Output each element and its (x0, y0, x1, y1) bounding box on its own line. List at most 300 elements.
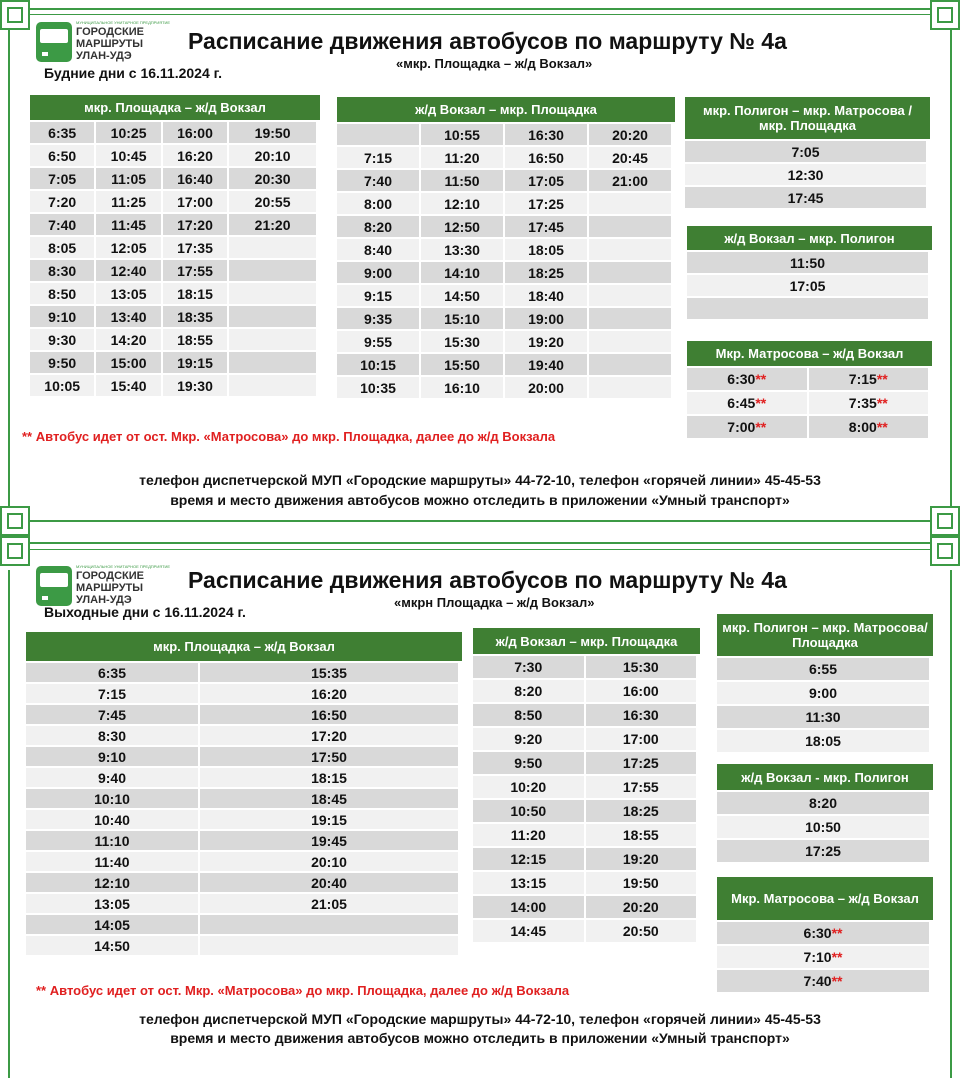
departure-time-cell (96, 329, 160, 350)
departure-time-cell (30, 352, 94, 373)
departure-time: 13:30 (444, 241, 480, 258)
weekend-schedule-panel (0, 540, 960, 1078)
timetable-header: мкр. Площадка – ж/д Вокзал (26, 632, 462, 661)
frame-line-left (8, 30, 10, 508)
departure-time: 19:45 (311, 832, 347, 849)
departure-time: 10:15 (360, 356, 396, 373)
timetable-ploshchadka-vokzal (30, 95, 320, 398)
table-row (30, 168, 316, 189)
departure-time: 17:55 (177, 262, 213, 279)
departure-time: 18:35 (177, 308, 213, 325)
departure-time-cell (505, 170, 587, 191)
table-row (26, 705, 458, 724)
departure-time-cell (717, 816, 929, 838)
departure-time: 14:45 (510, 923, 547, 939)
timetable-header: Мкр. Матросова – ж/д Вокзал (687, 341, 932, 366)
departure-time-cell (717, 730, 929, 752)
table-row (685, 164, 926, 185)
departure-time: 12:10 (444, 195, 480, 212)
timetable-grid (683, 139, 928, 210)
departure-time-cell (96, 168, 160, 189)
table-row (717, 706, 929, 728)
table-row (687, 275, 928, 296)
departure-time: 17:25 (805, 843, 841, 859)
footnote-mark: ** (876, 419, 888, 435)
departure-time: 11:40 (94, 853, 130, 870)
departure-time-cell (505, 285, 587, 306)
departure-time: 20:10 (311, 853, 347, 870)
departure-time: 7:15 (97, 685, 127, 702)
departure-time-cell (421, 216, 503, 237)
table-row (337, 170, 671, 191)
departure-time-cell (586, 680, 697, 702)
departure-time: 12:50 (444, 218, 480, 235)
timetable-header: мкр. Площадка – ж/д Вокзал (30, 95, 320, 120)
departure-time: 17:05 (789, 277, 826, 294)
timetable-grid (471, 654, 698, 944)
departure-time-cell (163, 260, 227, 281)
departure-time: 7:40 (48, 216, 77, 233)
table-row (30, 122, 316, 143)
timetable-vokzal-ploshchadka (337, 97, 675, 400)
departure-time-cell (586, 824, 697, 846)
dispatcher-phone-line: телефон диспетчерской МУП «Городские маршруты» 44-72-10, телефон «горячей линии» 45-45-53 (139, 472, 821, 488)
departure-time-cell (589, 216, 671, 237)
valid-from-label: Выходные дни с 16.11.2024 г. (44, 604, 246, 620)
departure-time-cell (586, 704, 697, 726)
departure-time-cell (589, 262, 671, 283)
table-row (717, 970, 929, 992)
table-row (30, 375, 316, 396)
departure-time-cell (473, 800, 584, 822)
departure-time-cell (685, 141, 926, 162)
departure-time-cell (163, 237, 227, 258)
departure-time-cell (337, 377, 419, 398)
timetable-poligon-matrosova (717, 614, 933, 754)
departure-time-cell (163, 122, 227, 143)
table-row (685, 187, 926, 208)
table-row (717, 840, 929, 862)
departure-time-cell (163, 191, 227, 212)
departure-time: 7:40 (363, 172, 393, 189)
departure-time-cell (505, 354, 587, 375)
departure-time-cell (26, 747, 198, 766)
departure-time-cell (589, 354, 671, 375)
departure-time-cell (421, 377, 503, 398)
departure-time: 17:25 (528, 195, 564, 212)
table-row (337, 262, 671, 283)
frame-corner (0, 506, 30, 536)
departure-time-cell (337, 170, 419, 191)
city-routes-logo (36, 564, 171, 608)
departure-time: 16:30 (622, 707, 659, 723)
departure-time-cell (163, 329, 227, 350)
departure-time-cell (421, 262, 503, 283)
departure-time-cell (473, 824, 584, 846)
departure-time-cell (421, 239, 503, 260)
departure-time: 9:15 (363, 287, 393, 304)
timetable-poligon-matrosova (685, 97, 930, 210)
table-row (30, 145, 316, 166)
departure-time-cell (26, 873, 198, 892)
table-row (337, 239, 671, 260)
table-row (687, 416, 928, 438)
departure-time: 17:00 (177, 193, 213, 210)
departure-time: 17:35 (177, 239, 213, 256)
departure-time-cell (421, 147, 503, 168)
table-row (687, 368, 928, 390)
table-row (473, 728, 696, 750)
departure-time-cell (26, 663, 198, 682)
departure-time-cell (26, 936, 198, 955)
table-row (26, 831, 458, 850)
page-title: Расписание движения автобусов по маршруту № 4а (188, 567, 787, 593)
departure-time-cell (229, 329, 316, 350)
departure-time: 20:30 (254, 170, 291, 187)
departure-time-cell (717, 682, 929, 704)
departure-time: 6:45 (727, 395, 756, 411)
departure-time: 6:55 (808, 661, 838, 677)
departure-time-cell (200, 663, 458, 682)
departure-time: 18:45 (311, 790, 347, 807)
table-row (337, 216, 671, 237)
departure-time-cell (687, 298, 928, 319)
departure-time: 8:20 (808, 795, 838, 811)
departure-time: 19:50 (254, 124, 291, 141)
departure-time-cell (589, 124, 671, 145)
departure-time: 21:05 (311, 895, 347, 912)
footnote-mark: ** (755, 371, 767, 387)
departure-time: 13:05 (110, 285, 147, 302)
departure-time-cell (586, 872, 697, 894)
departure-time-cell (26, 915, 198, 934)
footnote-mark: ** (831, 925, 843, 941)
departure-time: 9:50 (48, 354, 77, 371)
departure-time: 11:20 (444, 149, 480, 166)
departure-time-cell (687, 368, 807, 390)
departure-time-cell (421, 308, 503, 329)
departure-time: 17:00 (622, 731, 659, 747)
departure-time: 10:20 (510, 779, 547, 795)
logo-text-line: УЛАН-УДЭ (76, 50, 132, 62)
departure-time: 13:05 (94, 895, 130, 912)
departure-time-cell (685, 187, 926, 208)
departure-time: 9:10 (48, 308, 77, 325)
departure-time-cell (200, 831, 458, 850)
departure-time-cell (200, 726, 458, 745)
departure-time: 6:35 (48, 124, 77, 141)
departure-time: 14:20 (110, 331, 147, 348)
departure-time-cell (30, 329, 94, 350)
table-row (473, 824, 696, 846)
departure-time-cell (26, 705, 198, 724)
departure-time: 18:15 (311, 769, 347, 786)
departure-time: 15:10 (444, 310, 480, 327)
table-row (685, 141, 926, 162)
footnote (22, 429, 555, 444)
departure-time-cell (30, 283, 94, 304)
departure-time-cell (30, 214, 94, 235)
departure-time-cell (473, 704, 584, 726)
departure-time-cell (163, 283, 227, 304)
departure-time: 6:30 (803, 925, 832, 941)
departure-time: 9:50 (514, 755, 543, 771)
departure-time: 16:30 (528, 126, 564, 143)
departure-time: 10:45 (110, 147, 147, 164)
departure-time-cell (163, 375, 227, 396)
departure-time: 14:05 (94, 916, 130, 933)
logo-caption: МУНИЦИПАЛЬНОЕ УНИТАРНОЕ ПРЕДПРИЯТИЕ (76, 564, 171, 569)
departure-time: 16:00 (622, 683, 659, 699)
departure-time: 8:00 (363, 195, 393, 212)
departure-time-cell (200, 873, 458, 892)
departure-time-cell (687, 392, 807, 414)
departure-time-cell (421, 170, 503, 191)
departure-time-cell (717, 946, 929, 968)
timetable-grid (685, 366, 930, 440)
table-row (26, 894, 458, 913)
footnote-mark: ** (755, 395, 767, 411)
frame-line-right (950, 30, 952, 508)
departure-time: 7:35 (848, 395, 877, 411)
departure-time: 20:20 (622, 899, 659, 915)
frame-line-right (950, 570, 952, 1078)
departure-time: 11:50 (789, 254, 826, 271)
departure-time-cell (473, 656, 584, 678)
tracking-app-line: время и место движения автобусов можно отследить в приложении «Умный транспорт» (170, 1030, 790, 1046)
table-row (473, 752, 696, 774)
departure-time: 9:40 (97, 769, 127, 786)
departure-time: 7:05 (791, 143, 820, 160)
departure-time: 7:15 (848, 371, 877, 387)
table-row (473, 776, 696, 798)
departure-time: 19:30 (177, 377, 213, 394)
departure-time-cell (96, 145, 160, 166)
departure-time-cell (586, 728, 697, 750)
footnote (36, 983, 569, 998)
departure-time-cell (337, 354, 419, 375)
departure-time: 17:20 (311, 727, 347, 744)
timetable-vokzal-poligon (687, 226, 932, 321)
departure-time-cell (687, 416, 807, 438)
departure-time-cell (586, 896, 697, 918)
table-row (337, 147, 671, 168)
departure-time: 12:10 (94, 874, 130, 891)
frame-line-top (30, 8, 930, 10)
departure-time-cell (685, 164, 926, 185)
table-row (26, 852, 458, 871)
departure-time-cell (30, 375, 94, 396)
departure-time: 8:40 (363, 241, 393, 258)
tracking-app-line: время и место движения автобусов можно отследить в приложении «Умный транспорт» (170, 492, 790, 508)
departure-time-cell (473, 728, 584, 750)
table-row (26, 768, 458, 787)
table-row (473, 800, 696, 822)
departure-time-cell (200, 810, 458, 829)
departure-time-cell (163, 145, 227, 166)
timetable-vokzal-poligon (717, 764, 933, 864)
timetable-header: мкр. Полигон – мкр. Матросова / мкр. Площадка (685, 97, 930, 139)
timetable-grid (28, 120, 318, 398)
departure-time: 10:40 (94, 811, 130, 828)
departure-time: 7:40 (803, 973, 832, 989)
timetable-grid (335, 122, 673, 400)
logo-text-line: МАРШРУТЫ (76, 582, 144, 594)
departure-time-cell (30, 191, 94, 212)
departure-time: 6:30 (727, 371, 756, 387)
departure-time: 7:00 (727, 419, 756, 435)
departure-time-cell (589, 331, 671, 352)
departure-time: 15:00 (110, 354, 147, 371)
timetable-matrosova-vokzal (717, 877, 933, 994)
timetable-grid (715, 790, 931, 864)
table-row (30, 283, 316, 304)
table-row (30, 214, 316, 235)
departure-time: 7:30 (514, 659, 543, 675)
valid-from-label: Будние дни с 16.11.2024 г. (44, 65, 222, 81)
departure-time: 19:00 (528, 310, 564, 327)
departure-time: 7:05 (48, 170, 77, 187)
departure-time-cell (505, 124, 587, 145)
frame-corner (0, 536, 30, 566)
departure-time: 14:10 (444, 264, 480, 281)
table-row (26, 810, 458, 829)
departure-time-cell (96, 237, 160, 258)
page-title: Расписание движения автобусов по маршруту № 4а (188, 28, 787, 54)
table-row (717, 730, 929, 752)
departure-time-cell (586, 776, 697, 798)
departure-time: 20:45 (612, 149, 648, 166)
table-row (717, 946, 929, 968)
table-row (337, 354, 671, 375)
departure-time-cell (589, 193, 671, 214)
departure-time-cell (586, 656, 697, 678)
departure-time: 19:20 (528, 333, 564, 350)
departure-time: 11:25 (111, 193, 147, 210)
departure-time: 14:50 (444, 287, 480, 304)
timetable-matrosova-vokzal (687, 341, 932, 440)
table-row (26, 663, 458, 682)
departure-time-cell (26, 852, 198, 871)
departure-time-cell (505, 239, 587, 260)
frame-line-top-inner (30, 549, 930, 550)
departure-time-cell (229, 352, 316, 373)
departure-time-cell (26, 768, 198, 787)
table-row (687, 252, 928, 273)
departure-time-cell (687, 275, 928, 296)
departure-time-cell (421, 354, 503, 375)
table-row (473, 680, 696, 702)
departure-time: 21:20 (254, 216, 291, 233)
departure-time: 19:15 (311, 811, 347, 828)
departure-time-cell (809, 392, 929, 414)
departure-time: 15:50 (444, 356, 480, 373)
departure-time: 18:05 (805, 733, 841, 749)
table-row (30, 191, 316, 212)
departure-time-cell (505, 193, 587, 214)
departure-time-cell (717, 706, 929, 728)
frame-corner (930, 506, 960, 536)
table-row (473, 656, 696, 678)
departure-time-cell (717, 792, 929, 814)
departure-time: 8:30 (97, 727, 127, 744)
departure-time: 14:00 (510, 899, 547, 915)
departure-time-cell (505, 147, 587, 168)
table-row (30, 237, 316, 258)
departure-time-cell (421, 193, 503, 214)
departure-time: 7:20 (48, 193, 77, 210)
table-row (26, 915, 458, 934)
departure-time: 8:20 (363, 218, 393, 235)
frame-line-bottom (30, 520, 930, 522)
departure-time-cell (30, 260, 94, 281)
departure-time-cell (473, 680, 584, 702)
table-row (473, 848, 696, 870)
departure-time-cell (163, 168, 227, 189)
departure-time-cell (337, 285, 419, 306)
departure-time-cell (589, 170, 671, 191)
table-row (26, 873, 458, 892)
footnote-mark: ** (876, 395, 888, 411)
departure-time-cell (586, 920, 697, 942)
timetable-header: мкр. Полигон – мкр. Матросова/Площадка (717, 614, 933, 656)
departure-time: 15:35 (311, 664, 347, 681)
departure-time-cell (337, 331, 419, 352)
departure-time: 18:40 (528, 287, 564, 304)
departure-time-cell (200, 789, 458, 808)
departure-time: 10:35 (360, 379, 396, 396)
departure-time-cell (30, 145, 94, 166)
departure-time-cell (96, 214, 160, 235)
timetable-header: Мкр. Матросова – ж/д Вокзал (717, 877, 933, 920)
table-row (473, 704, 696, 726)
departure-time: 8:50 (514, 707, 543, 723)
departure-time-cell (337, 147, 419, 168)
departure-time: 11:05 (111, 170, 147, 187)
departure-time: 10:05 (44, 377, 81, 394)
departure-time-cell (26, 726, 198, 745)
table-row (687, 298, 928, 319)
departure-time-cell (163, 214, 227, 235)
timetable-grid (715, 920, 931, 994)
frame-corner (930, 536, 960, 566)
departure-time-cell (505, 262, 587, 283)
departure-time-cell (337, 193, 419, 214)
departure-time: 16:40 (177, 170, 213, 187)
departure-time-cell (163, 352, 227, 373)
departure-time: 20:00 (528, 379, 564, 396)
table-row (26, 789, 458, 808)
departure-time-cell (96, 260, 160, 281)
weekday-schedule-panel (0, 0, 960, 532)
departure-time-cell (586, 848, 697, 870)
departure-time: 16:10 (444, 379, 480, 396)
table-row (337, 193, 671, 214)
departure-time-cell (337, 124, 419, 145)
departure-time: 9:10 (97, 748, 127, 765)
departure-time-cell (200, 747, 458, 766)
frame-line-top (30, 542, 930, 544)
departure-time: 6:35 (97, 664, 127, 681)
departure-time-cell (717, 658, 929, 680)
timetable-header: ж/д Вокзал – мкр. Площадка (473, 628, 700, 654)
logo-text-line: ГОРОДСКИЕ (76, 570, 144, 582)
footnote-mark: ** (831, 949, 843, 965)
footnote-text: Автобус идет от ост. Мкр. «Матросова» до мкр. Площадка, далее до ж/д Вокзала (35, 429, 556, 444)
departure-time-cell (96, 191, 160, 212)
departure-time: 12:30 (787, 166, 824, 183)
departure-time: 20:20 (612, 126, 648, 143)
